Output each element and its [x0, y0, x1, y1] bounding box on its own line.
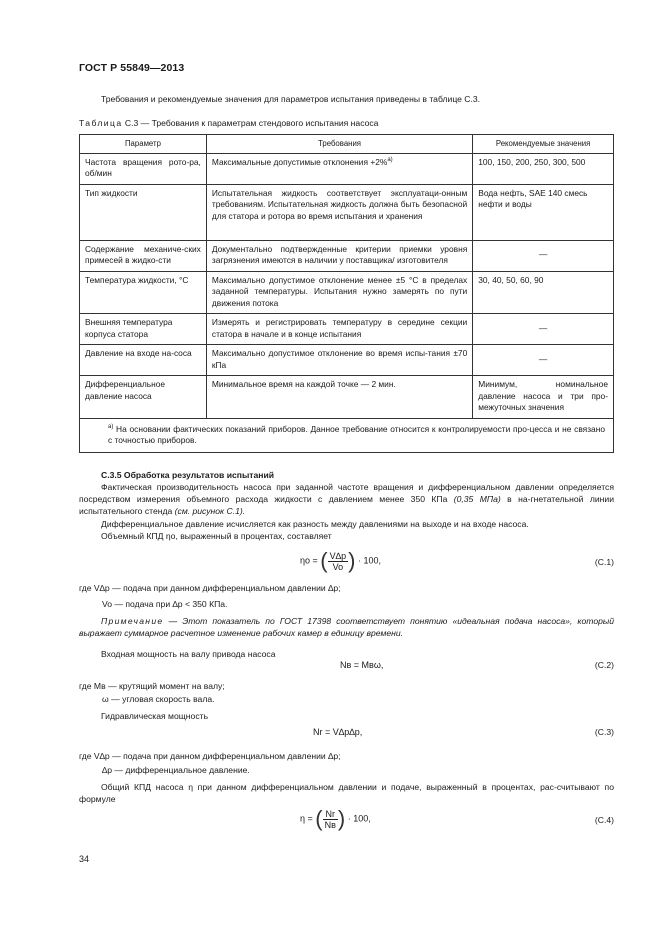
table-footnote — [80, 418, 614, 452]
table-caption — [79, 117, 619, 129]
eq-c1-tail: · 100, — [357, 555, 381, 566]
equation-c3: Nr = V∆p∆p, — [313, 727, 363, 737]
eq-c4-lhs: η = — [300, 813, 313, 824]
paragraph-total-efficiency: Общий КПД насоса η при данном дифференциальном давлении и подаче, выраженный в процентах, рас-считывают по формуле — [79, 782, 614, 804]
cell-requirement: Минимальное время на каждой точке — 2 мин. — [206, 376, 472, 419]
eq-c1-fraction — [328, 551, 349, 572]
header-param: Параметр — [80, 135, 207, 154]
where-c3-b: ∆p — дифференциальное давление. — [102, 765, 250, 775]
where-c2-b: ω — угловая скорость вала. — [102, 694, 215, 704]
eq-c4-label: (С.4) — [594, 815, 614, 825]
equation-c2: Nв = Мвω, — [340, 660, 384, 670]
table-row — [80, 153, 614, 184]
eq-c4-tail: · 100, — [347, 813, 371, 824]
equation-c4 — [300, 806, 371, 832]
cell-param: Тип жидкости — [80, 184, 207, 240]
table-caption-prefix: Таблица — [79, 118, 123, 128]
table-row — [80, 314, 614, 345]
intro-paragraph: Требования и рекомендуемые значения для параметров испытания приведены в таблице С.3. — [101, 94, 481, 104]
cell-recommended: — — [473, 345, 614, 376]
table-header-row — [80, 135, 614, 154]
where-c2-a: где Мв — крутящий момент на валу; — [79, 681, 225, 691]
cell-param: Внешняя температура корпуса статора — [80, 314, 207, 345]
table-row — [80, 345, 614, 376]
paragraph-productivity — [79, 481, 614, 517]
p1-figure-ref: (см. рисунок С.1). — [174, 506, 246, 516]
section-title: С.3.5 Обработка результатов испытаний — [101, 470, 275, 480]
table-footnote-row — [80, 418, 614, 452]
eq-c1-label: (С.1) — [594, 557, 614, 567]
paragraph-volumetric: Объемный КПД ηo, выраженный в процентах, составляет — [101, 531, 332, 541]
cell-requirement: Документально подтвержденные критерии приемки уровня загрязнения имеются в наличии у поставщика/ изготовителя — [206, 240, 472, 271]
footnote-text: На основании фактических показаний приборов. Данное требование относится к контролируемости про-цесса и не связано с точностью приборов. — [108, 423, 605, 445]
eq-c1-numerator: V∆p — [329, 550, 347, 561]
requirement-text: Максимальные допустимые отклонения +2% — [211, 156, 388, 167]
eq-c4-denominator: Nв — [324, 819, 336, 830]
page-number: 34 — [79, 854, 90, 864]
cell-recommended: 100, 150, 200, 250, 300, 500 — [473, 153, 614, 184]
cell-param: Содержание механиче-ских примесей в жидко-сти — [80, 240, 207, 271]
eq-c4-numerator: Nr — [323, 809, 338, 820]
p1-text-b: в на-гнетательной линии испытательного стенда — [79, 494, 614, 516]
footnote-ref: а) — [387, 156, 393, 163]
cell-requirement: Максимально допустимое отклонение менее ±5 °С в пределах заданной температуры. Испытания нужно замерять по пути движения потока — [206, 271, 472, 314]
cell-recommended: 30, 40, 50, 60, 90 — [473, 271, 614, 314]
where-c1-b: Vo — подача при ∆p < 350 КПа. — [102, 599, 228, 609]
table-row — [80, 240, 614, 271]
table-row — [80, 376, 614, 419]
where-c3-a: где V∆p — подача при данном дифференциальном давлении ∆p; — [79, 751, 341, 761]
left-paren: ( — [320, 548, 328, 573]
note-paragraph — [79, 615, 614, 639]
table-caption-text: С.3 — Требования к параметрам стендового испытания насоса — [122, 118, 379, 128]
eq-c4-fraction — [323, 809, 338, 830]
cell-param: Частота вращения рото-ра, об/мин — [80, 153, 207, 184]
footnote-mark: а) — [108, 423, 114, 430]
cell-param: Дифференциальное давление насоса — [80, 376, 207, 419]
note-text: — Этот показатель по ГОСТ 17398 соответствует понятию «идеальная подача насоса», который выражает суммарное расчетное изменение рабочих камер в единицу времени. — [79, 616, 614, 638]
p1-text-a: Фактическая производительность насоса при заданной частоте вращения и дифференциальном давлении определяется посредством измерения объемного расхода жидкости с давлением менее 350 КПа — [79, 482, 614, 504]
eq-c3-label: (С.3) — [594, 727, 614, 737]
right-paren: ) — [348, 548, 356, 573]
paragraph-input-power: Входная мощность на валу привода насоса — [101, 649, 276, 659]
header-requirements: Требования — [206, 135, 472, 154]
eq-c2-label: (С.2) — [594, 660, 614, 670]
equation-c1 — [300, 548, 381, 574]
cell-requirement: Измерять и регистрировать температуру в середине секции статора в начале и в конце испытания — [206, 314, 472, 345]
cell-param: Давление на входе на-coca — [80, 345, 207, 376]
note-label: Примечание — [101, 616, 164, 626]
header-recommended: Рекомендуемые значения — [473, 135, 614, 154]
table-row — [80, 184, 614, 240]
cell-recommended: Минимум, номинальное давление насоса и три про-межуточных значения — [473, 376, 614, 419]
right-paren: ) — [337, 806, 346, 831]
document-header: ГОСТ Р 55849—2013 — [79, 62, 185, 74]
cell-recommended: — — [473, 314, 614, 345]
paragraph-hydraulic-power: Гидравлическая мощность — [101, 711, 209, 721]
eq-c1-denominator: Vo — [332, 561, 344, 572]
where-c1-a: где V∆p — подача при данном дифференциальном давлении ∆p; — [79, 583, 341, 593]
left-paren: ( — [315, 806, 323, 831]
cell-requirement: Максимально допустимое отклонение во время испы-тания ±70 кПа — [206, 345, 472, 376]
paragraph-differential: Дифференциальное давление исчисляется как разность между давлениями на выходе и на входе насоса. — [101, 519, 529, 529]
cell-recommended: Вода нефть, SAE 140 смесь нефти и воды — [473, 184, 614, 240]
cell-requirement: Испытательная жидкость соответствует эксплуатаци-онным требованиям. Испытательная жидкость должна быть безопасной для статора и ротора во время испытания и хранения — [206, 184, 472, 240]
test-parameters-table — [79, 134, 614, 453]
cell-recommended: — — [473, 240, 614, 271]
cell-param: Температура жидкости, °С — [80, 271, 207, 314]
eq-c1-lhs: ηo = — [300, 555, 318, 566]
cell-requirement — [206, 153, 472, 184]
p1-italic: (0,35 МПа) — [453, 494, 501, 504]
table-row — [80, 271, 614, 314]
